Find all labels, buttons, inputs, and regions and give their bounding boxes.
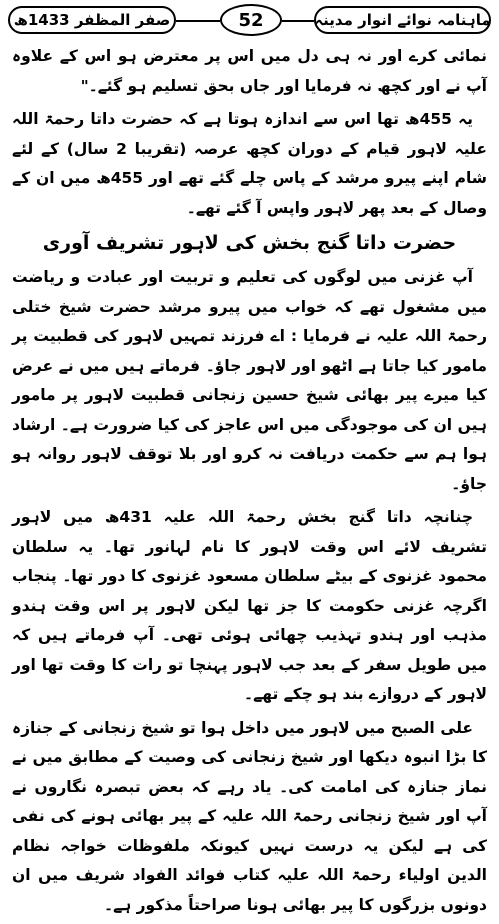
page-number: 52 xyxy=(220,4,282,36)
magazine-title: ماہنامہ نوائے انوار مدینہ xyxy=(314,6,491,34)
paragraph-5: علی الصبح میں لاہور میں داخل ہوا تو شیخ زنجانی کے جنازہ کا بڑا انبوہ دیکھا اور شیخ زنجانی کی وصیت کے مطابق میں نے نماز جنازہ کی امامت کی۔ یاد رہے کہ بعض تبصرہ نگاروں نے آپ اور شیخ زنجانی رحمۃ اللہ علیہ کے پیر بھائی ہونے کی نفی کی ہے لیکن یہ درست نہیں کیونکہ ملفوظات خواجہ نظام الدین اولیاء رحمۃ اللہ علیہ کتاب فوائد الفواد شریف میں ان دونوں بزرگوں کا پیر بھائی ہونا صراحتاً مذکور ہے۔ xyxy=(12,718,487,914)
section-heading: حضرت داتا گنج بخش کی لاہور تشریف آوری xyxy=(42,232,457,254)
paragraph-3: آپ غزنی میں لوگوں کی تعلیم و تربیت اور عبادت و ریاضت میں مشغول تھے کہ خواب میں پیرو مرشد حضرت شیخ ختلی رحمۃ اللہ علیہ نے فرمایا : اے فرزند تمہیں لاہور کی قطبیت پر مامور کیا جاتا ہے اٹھو اور لاہور جاؤ۔ فرماتے ہیں میں نے عرض کیا میرے پیر بھائی شیخ حسین زنجانی قطبیت لاہور پر مامور ہیں ان کی موجودگی میں اس عاجز کی کیا ضرورت ہے۔ ارشاد ہوا ہم سے حکمت دریافت نہ کرو اور بلا توقف لاہور روانہ ہو جاؤ۔ xyxy=(12,268,487,493)
page-header xyxy=(8,6,491,40)
paragraph-1: نمائی کرے اور نہ ہی دل میں اس پر معترض ہو اس کے علاوہ آپ نے اور کچھ نہ فرمایا اور جاں بحق تسلیم ہو گئے۔" xyxy=(12,47,487,95)
header-rule-right xyxy=(282,20,314,22)
paragraph-4: چنانچہ داتا گنج بخش رحمۃ اللہ علیہ 431ھ میں لاہور تشریف لائے اس وقت لاہور کا نام لہانور تھا۔ یہ سلطان محمود غزنوی کے بیٹے سلطان مسعود غزنوی کا دور تھا۔ پنجاب اگرچہ غزنی حکومت کا جز تھا لیکن لاہور پر اس وقت ہندو مذہب اور ہندو تہذیب چھائی ہوئی تھی۔ آپ فرماتے ہیں کہ میں طویل سفر کے بعد جب لاہور پہنچا تو رات کا وقت تھا اور لاہور کے دروازے بند ہو چکے تھے۔ xyxy=(12,508,487,703)
issue-date-label: صفر المظفر 1433ھ xyxy=(8,6,176,34)
header-rule-left xyxy=(176,20,220,22)
paragraph-2: یہ 455ھ تھا اس سے اندازہ ہوتا ہے کہ حضرت داتا رحمۃ اللہ علیہ لاہور قیام کے دوران کچھ عرصہ (تقریبا 2 سال) کے لئے شام اپنے پیرو مرشد کے پاس چلے گئے تھے اور 455ھ میں ان کے وصال کے بعد پھر لاہور واپس آ گئے تھے۔ xyxy=(12,110,488,217)
article-body xyxy=(12,42,487,924)
